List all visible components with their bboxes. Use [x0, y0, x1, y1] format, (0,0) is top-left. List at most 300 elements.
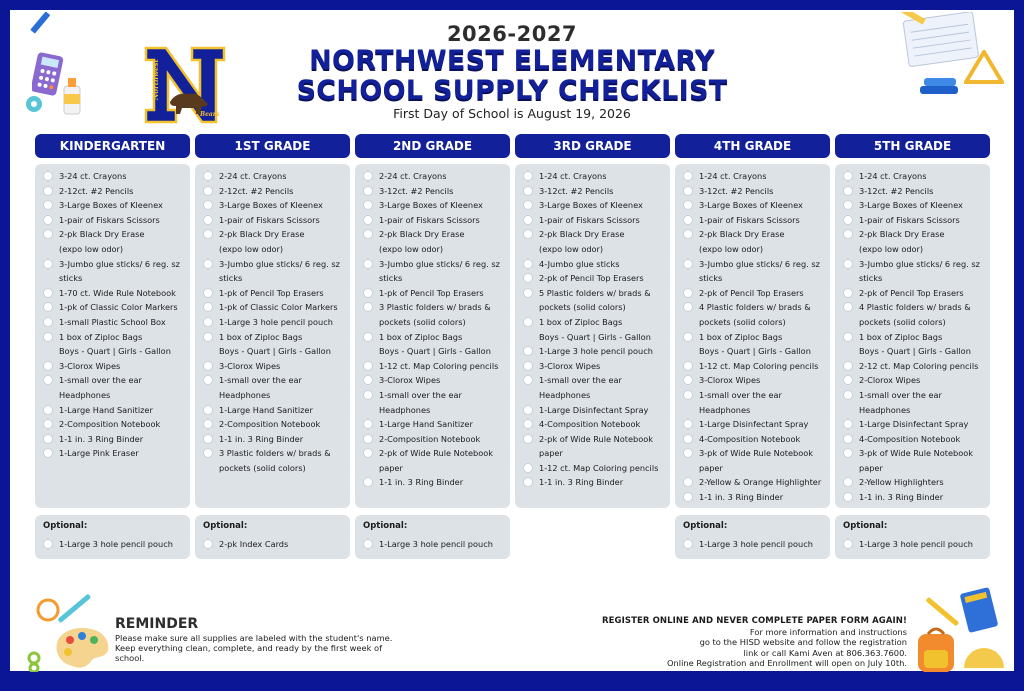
supply-item-label: 2-pk Black Dry Erase: [219, 229, 305, 240]
checkbox-icon[interactable]: [683, 390, 693, 400]
checkbox-icon[interactable]: [43, 229, 53, 239]
palette-icon: [54, 626, 110, 670]
checkbox-icon[interactable]: [683, 477, 693, 487]
checkbox-icon[interactable]: [523, 171, 533, 181]
supply-item: [523, 213, 666, 228]
grade-column: [515, 134, 670, 508]
supply-item-label: 1-pair of Fiskars Scissors: [539, 214, 640, 225]
checkbox-icon[interactable]: [843, 200, 853, 210]
checkbox-icon[interactable]: [843, 288, 853, 298]
checkbox-icon[interactable]: [203, 302, 213, 312]
supply-item: [363, 388, 506, 403]
checkbox-icon[interactable]: [843, 229, 853, 239]
supply-item: [363, 461, 506, 476]
supply-item-label: 1-pair of Fiskars Scissors: [379, 214, 480, 225]
supply-item-label: 1 box of Ziploc Bags: [539, 316, 623, 327]
supply-item-label: 1-pk of Pencil Top Erasers: [379, 287, 484, 298]
registration-line: Online Registration and Enrollment will open on July 10th.: [667, 658, 907, 669]
checkbox-icon[interactable]: [843, 332, 853, 342]
checkbox-icon[interactable]: [363, 288, 373, 298]
supply-item: [843, 169, 986, 184]
supply-item: [43, 257, 186, 272]
supply-item: [843, 198, 986, 213]
checkbox-icon[interactable]: [523, 361, 533, 371]
supply-item-label: 1-1 in. 3 Ring Binder: [859, 492, 944, 503]
checkbox-icon[interactable]: [203, 448, 213, 458]
checkbox-icon[interactable]: [43, 259, 53, 269]
checkbox-icon[interactable]: [363, 302, 373, 312]
supply-item: [43, 300, 186, 315]
supply-item-label: 1-1 in. 3 Ring Binder: [699, 492, 784, 503]
grade-heading: 1ST GRADE: [195, 134, 350, 158]
supply-item: [843, 271, 986, 286]
checkbox-icon[interactable]: [203, 539, 213, 549]
grade-column: [35, 134, 190, 559]
optional-item-label: 2-pk Index Cards: [219, 539, 289, 549]
supply-item-label: 1-24 ct. Crayons: [699, 171, 767, 181]
supply-item: [683, 373, 826, 388]
checkbox-icon[interactable]: [43, 539, 53, 549]
supply-item: [843, 461, 986, 476]
optional-item-label: 1-Large 3 hole pencil pouch: [379, 539, 493, 549]
supply-item: [683, 242, 826, 257]
checkbox-icon[interactable]: [203, 434, 213, 444]
checkbox-icon[interactable]: [203, 288, 213, 298]
supply-item-label: 1-pk of Classic Color Markers: [219, 302, 338, 313]
supply-item-label: (expo low odor): [539, 243, 604, 254]
checkbox-icon[interactable]: [523, 375, 533, 385]
checkbox-icon[interactable]: [363, 390, 373, 400]
checkbox-icon[interactable]: [843, 361, 853, 371]
supply-item-label: sticks: [219, 273, 243, 284]
checkbox-icon[interactable]: [843, 434, 853, 444]
supply-list: [35, 164, 190, 508]
checkbox-icon[interactable]: [203, 405, 213, 415]
checkbox-icon[interactable]: [43, 171, 53, 181]
supply-item: [683, 169, 826, 184]
supply-item-label: Boys - Quart | Girls - Gallon: [59, 346, 171, 357]
checkbox-icon[interactable]: [363, 539, 373, 549]
protractor-icon: [960, 640, 1008, 670]
supply-item: [43, 403, 186, 418]
supply-item: [683, 300, 826, 315]
supply-item-label: 1-pk of Classic Color Markers: [59, 302, 178, 313]
supply-item-label: 2-pk Black Dry Erase: [859, 229, 945, 240]
supply-item-label: 2-pk Black Dry Erase: [59, 229, 145, 240]
checkbox-icon[interactable]: [683, 259, 693, 269]
checkbox-icon[interactable]: [523, 419, 533, 429]
supply-item-label: 3 Plastic folders w/ brads &: [219, 448, 331, 459]
supply-item: [523, 198, 666, 213]
supply-item: [523, 432, 666, 447]
supply-item-label: Boys - Quart | Girls - Gallon: [539, 331, 651, 342]
supply-item-label: 2-12ct. #2 Pencils: [59, 185, 134, 196]
supply-item-label: pockets (solid colors): [539, 302, 626, 313]
checkbox-icon[interactable]: [203, 186, 213, 196]
checkbox-icon[interactable]: [363, 229, 373, 239]
supply-item-label: 1-small Plastic School Box: [59, 316, 166, 327]
supply-item: [43, 330, 186, 345]
optional-item: [203, 537, 342, 552]
supply-item: [43, 227, 186, 242]
supply-item-label: paper: [539, 448, 563, 459]
checkbox-icon[interactable]: [523, 405, 533, 415]
registration-title: REGISTER ONLINE AND NEVER COMPLETE PAPER FORM AGAIN!: [601, 616, 907, 626]
supply-item-label: 2-Clorox Wipes: [859, 375, 921, 386]
supply-item-label: 4-Composition Notebook: [859, 433, 961, 444]
supply-item-label: 3-Large Boxes of Kleenex: [59, 200, 163, 211]
supply-item: [523, 359, 666, 374]
supply-item: [203, 330, 346, 345]
supply-item: [43, 432, 186, 447]
checkbox-icon[interactable]: [523, 259, 533, 269]
supply-item-label: 1-24 ct. Crayons: [859, 171, 927, 181]
supply-item-label: pockets (solid colors): [699, 316, 786, 327]
checkbox-icon[interactable]: [523, 317, 533, 327]
checkbox-icon[interactable]: [683, 434, 693, 444]
supply-item: [363, 446, 506, 461]
supply-item: [203, 213, 346, 228]
checkbox-icon[interactable]: [363, 186, 373, 196]
supply-item-label: 1-small over the ear: [219, 375, 302, 386]
supply-item-label: 4-Jumbo glue sticks: [539, 258, 620, 269]
supply-item: [203, 461, 346, 476]
supply-item-label: 1-small over the ear: [859, 389, 942, 400]
checkbox-icon[interactable]: [363, 215, 373, 225]
supply-item: [683, 446, 826, 461]
supply-item: [683, 286, 826, 301]
supply-item: [683, 198, 826, 213]
supply-item: [203, 373, 346, 388]
supply-item: [43, 184, 186, 199]
supply-item-label: Headphones: [859, 404, 911, 415]
supply-item-label: 2-12ct. #2 Pencils: [219, 185, 294, 196]
checkbox-icon[interactable]: [43, 200, 53, 210]
supply-item: [363, 359, 506, 374]
supply-item: [43, 446, 186, 461]
grade-column: [195, 134, 350, 559]
supply-item: [843, 475, 986, 490]
supply-item-label: 3-Clorox Wipes: [539, 360, 601, 371]
checkbox-icon[interactable]: [43, 186, 53, 196]
optional-box: [195, 515, 350, 559]
supply-item-label: 1-pair of Fiskars Scissors: [219, 214, 320, 225]
supply-item: [683, 184, 826, 199]
checkbox-icon[interactable]: [843, 448, 853, 458]
checkbox-icon[interactable]: [683, 448, 693, 458]
optional-label: Optional:: [363, 521, 408, 531]
supply-item: [523, 403, 666, 418]
supply-item-label: 1-1 in. 3 Ring Binder: [219, 433, 304, 444]
supply-item: [843, 184, 986, 199]
supply-item-label: 3-12ct. #2 Pencils: [539, 185, 614, 196]
supply-item: [43, 213, 186, 228]
checkbox-icon[interactable]: [683, 539, 693, 549]
checkbox-icon[interactable]: [43, 361, 53, 371]
checkbox-icon[interactable]: [523, 434, 533, 444]
supply-item-label: 1-24 ct. Crayons: [539, 171, 607, 181]
supply-item: [43, 315, 186, 330]
checkbox-icon[interactable]: [203, 200, 213, 210]
supply-item-label: Headphones: [219, 389, 271, 400]
supply-item-label: 1-12 ct. Map Coloring pencils: [379, 360, 499, 371]
supply-item: [203, 184, 346, 199]
checkbox-icon[interactable]: [843, 419, 853, 429]
supply-item-label: 3-24 ct. Crayons: [59, 171, 127, 181]
supply-item: [203, 198, 346, 213]
checkbox-icon[interactable]: [203, 229, 213, 239]
supply-item-label: 1-small over the ear: [699, 389, 782, 400]
supply-item: [843, 490, 986, 505]
supply-item-label: 3-Clorox Wipes: [59, 360, 121, 371]
supply-item: [523, 300, 666, 315]
checkbox-icon[interactable]: [683, 229, 693, 239]
supply-item: [683, 257, 826, 272]
optional-label: Optional:: [43, 521, 88, 531]
optional-item-label: 1-Large 3 hole pencil pouch: [859, 539, 973, 549]
checkbox-icon[interactable]: [363, 200, 373, 210]
checkbox-icon[interactable]: [523, 463, 533, 473]
supply-item-label: 1-12 ct. Map Coloring pencils: [539, 462, 659, 473]
supply-item: [523, 184, 666, 199]
supply-item: [363, 184, 506, 199]
supply-item: [523, 286, 666, 301]
supply-item: [523, 271, 666, 286]
checkbox-icon[interactable]: [683, 171, 693, 181]
checkbox-icon[interactable]: [683, 186, 693, 196]
supply-item-label: 1-Large Disinfectant Spray: [699, 419, 809, 430]
supply-item-label: Boys - Quart | Girls - Gallon: [859, 346, 971, 357]
checkbox-icon[interactable]: [43, 419, 53, 429]
supply-item: [683, 461, 826, 476]
checkbox-icon[interactable]: [523, 186, 533, 196]
checkbox-icon[interactable]: [683, 492, 693, 502]
supply-item: [363, 227, 506, 242]
supply-item-label: 3-Large Boxes of Kleenex: [379, 200, 483, 211]
supply-item-label: (expo low odor): [219, 243, 284, 254]
supply-item: [203, 403, 346, 418]
supply-item: [203, 300, 346, 315]
supply-item: [523, 169, 666, 184]
supply-item: [363, 198, 506, 213]
checkbox-icon[interactable]: [363, 361, 373, 371]
supply-item-label: 3-Jumbo glue sticks/ 6 reg. sz: [219, 258, 340, 269]
supply-item: [203, 271, 346, 286]
checkbox-icon[interactable]: [523, 229, 533, 239]
checkbox-icon[interactable]: [523, 477, 533, 487]
grade-column: [835, 134, 990, 559]
supply-item: [203, 169, 346, 184]
supply-item-label: 2-pk of Pencil Top Erasers: [699, 287, 804, 298]
supply-item-label: 1-pk of Pencil Top Erasers: [219, 287, 324, 298]
checkbox-icon[interactable]: [683, 375, 693, 385]
supply-item: [363, 432, 506, 447]
checklist-sheet: [10, 10, 1014, 671]
supply-item: [203, 359, 346, 374]
checkbox-icon[interactable]: [523, 200, 533, 210]
supply-item: [683, 344, 826, 359]
reminder-text: Please make sure all supplies are labeled with the student's name. Keep everything clean, complete, and ready by the first week of school.: [115, 633, 393, 663]
supply-item-label: 2-24 ct. Crayons: [379, 171, 447, 181]
checkbox-icon[interactable]: [843, 171, 853, 181]
supply-item: [363, 286, 506, 301]
checkbox-icon[interactable]: [203, 332, 213, 342]
supply-item: [523, 373, 666, 388]
supply-item: [683, 315, 826, 330]
checkbox-icon[interactable]: [843, 375, 853, 385]
supply-item-label: 1-12 ct. Map Coloring pencils: [699, 360, 819, 371]
checkbox-icon[interactable]: [523, 346, 533, 356]
page-title-school: NORTHWEST ELEMENTARY: [309, 45, 715, 76]
supply-item-label: 3-Clorox Wipes: [699, 375, 761, 386]
checkbox-icon[interactable]: [43, 215, 53, 225]
optional-item: [363, 537, 502, 552]
grade-heading: 4TH GRADE: [675, 134, 830, 158]
supply-item: [203, 446, 346, 461]
checkbox-icon[interactable]: [203, 215, 213, 225]
supply-item-label: 1 box of Ziploc Bags: [59, 331, 143, 342]
supply-item: [523, 242, 666, 257]
supply-item-label: 3 Plastic folders w/ brads &: [379, 302, 491, 313]
checkbox-icon[interactable]: [683, 419, 693, 429]
optional-item: [683, 537, 822, 552]
supply-item-label: 1-Large Disinfectant Spray: [859, 419, 969, 430]
checkbox-icon[interactable]: [203, 171, 213, 181]
supply-item-label: Headphones: [59, 389, 111, 400]
supply-item-label: 3-12ct. #2 Pencils: [859, 185, 934, 196]
supply-item: [523, 344, 666, 359]
checkbox-icon[interactable]: [843, 477, 853, 487]
optional-box: [35, 515, 190, 559]
checkbox-icon[interactable]: [363, 477, 373, 487]
supply-item: [363, 271, 506, 286]
supply-item-label: 2-pk Black Dry Erase: [699, 229, 785, 240]
supply-item: [203, 257, 346, 272]
supply-item-label: 3-pk of Wide Rule Notebook: [699, 448, 813, 459]
supply-item-label: 2-12 ct. Map Coloring pencils: [859, 360, 979, 371]
supply-item: [523, 330, 666, 345]
grade-heading: 2ND GRADE: [355, 134, 510, 158]
supply-item: [43, 359, 186, 374]
checkbox-icon[interactable]: [203, 317, 213, 327]
supply-item: [843, 359, 986, 374]
supply-item-label: 3-Jumbo glue sticks/ 6 reg. sz: [59, 258, 180, 269]
checkbox-icon[interactable]: [363, 375, 373, 385]
checkbox-icon[interactable]: [43, 448, 53, 458]
supply-item-label: 1-Large Pink Eraser: [59, 448, 139, 459]
checkbox-icon[interactable]: [43, 375, 53, 385]
supply-item-label: 4 Plastic folders w/ brads &: [859, 302, 971, 313]
supply-item-label: 1-small over the ear: [59, 375, 142, 386]
checkbox-icon[interactable]: [843, 539, 853, 549]
checkbox-icon[interactable]: [363, 419, 373, 429]
checkbox-icon[interactable]: [683, 302, 693, 312]
checkbox-icon[interactable]: [363, 434, 373, 444]
checkbox-icon[interactable]: [683, 200, 693, 210]
checkbox-icon[interactable]: [683, 361, 693, 371]
supply-item-label: 1-1 in. 3 Ring Binder: [59, 433, 144, 444]
supply-item-label: 2-Composition Notebook: [59, 419, 161, 430]
supply-item-label: Headphones: [539, 389, 591, 400]
supply-item-label: 3-Jumbo glue sticks/ 6 reg. sz: [379, 258, 500, 269]
checkbox-icon[interactable]: [43, 434, 53, 444]
checkbox-icon[interactable]: [843, 390, 853, 400]
checkbox-icon[interactable]: [843, 302, 853, 312]
supply-item-label: 2-Yellow Highlighters: [859, 477, 944, 488]
checkbox-icon[interactable]: [43, 317, 53, 327]
supply-item: [363, 417, 506, 432]
supply-item-label: paper: [379, 462, 403, 473]
checkbox-icon[interactable]: [203, 361, 213, 371]
checkbox-icon[interactable]: [363, 259, 373, 269]
checkbox-icon[interactable]: [43, 405, 53, 415]
optional-label: Optional:: [203, 521, 248, 531]
supply-item: [843, 388, 986, 403]
supply-item-label: 2-pk Black Dry Erase: [379, 229, 465, 240]
supply-item-label: 1 box of Ziploc Bags: [699, 331, 783, 342]
supply-item-label: 1-70 ct. Wide Rule Notebook: [59, 287, 176, 298]
supply-item: [683, 475, 826, 490]
supply-item: [363, 373, 506, 388]
supply-item: [843, 417, 986, 432]
supply-item-label: 2-24 ct. Crayons: [219, 171, 287, 181]
checkbox-icon[interactable]: [43, 332, 53, 342]
checkbox-icon[interactable]: [843, 259, 853, 269]
supply-item: [363, 475, 506, 490]
supply-item-label: (expo low odor): [859, 243, 924, 254]
supply-item-label: 1-Large Hand Sanitizer: [379, 419, 473, 430]
supply-item: [363, 330, 506, 345]
checkbox-icon[interactable]: [363, 332, 373, 342]
supply-item-label: sticks: [59, 273, 83, 284]
checkbox-icon[interactable]: [203, 419, 213, 429]
supply-item-label: sticks: [699, 273, 723, 284]
checkbox-icon[interactable]: [843, 215, 853, 225]
supply-item-label: 2-Composition Notebook: [219, 419, 321, 430]
supply-item-label: 1-Large Disinfectant Spray: [539, 404, 649, 415]
supply-item: [523, 257, 666, 272]
checkbox-icon[interactable]: [683, 332, 693, 342]
supply-item: [683, 330, 826, 345]
checkbox-icon[interactable]: [43, 302, 53, 312]
checkbox-icon[interactable]: [203, 259, 213, 269]
checkbox-icon[interactable]: [523, 215, 533, 225]
supply-item-label: 1-1 in. 3 Ring Binder: [539, 477, 624, 488]
checkbox-icon[interactable]: [843, 186, 853, 196]
checkbox-icon[interactable]: [523, 273, 533, 283]
supply-item-label: sticks: [379, 273, 403, 284]
checkbox-icon[interactable]: [203, 375, 213, 385]
supply-item: [683, 227, 826, 242]
checkbox-icon[interactable]: [363, 448, 373, 458]
book-icon: [958, 584, 1002, 636]
supply-list: [355, 164, 510, 508]
checkbox-icon[interactable]: [43, 288, 53, 298]
checkbox-icon[interactable]: [683, 288, 693, 298]
supply-item: [683, 490, 826, 505]
supply-item: [43, 242, 186, 257]
supply-item-label: 3-Large Boxes of Kleenex: [859, 200, 963, 211]
optional-box: [675, 515, 830, 559]
supply-item-label: 1-pair of Fiskars Scissors: [59, 214, 160, 225]
supply-item: [683, 359, 826, 374]
checkbox-icon[interactable]: [683, 215, 693, 225]
supply-item-label: Boys - Quart | Girls - Gallon: [699, 346, 811, 357]
checkbox-icon[interactable]: [363, 171, 373, 181]
checkbox-icon[interactable]: [523, 288, 533, 298]
checkbox-icon[interactable]: [843, 492, 853, 502]
registration-line: link or call Kami Aven at 806.363.7600.: [743, 647, 907, 658]
